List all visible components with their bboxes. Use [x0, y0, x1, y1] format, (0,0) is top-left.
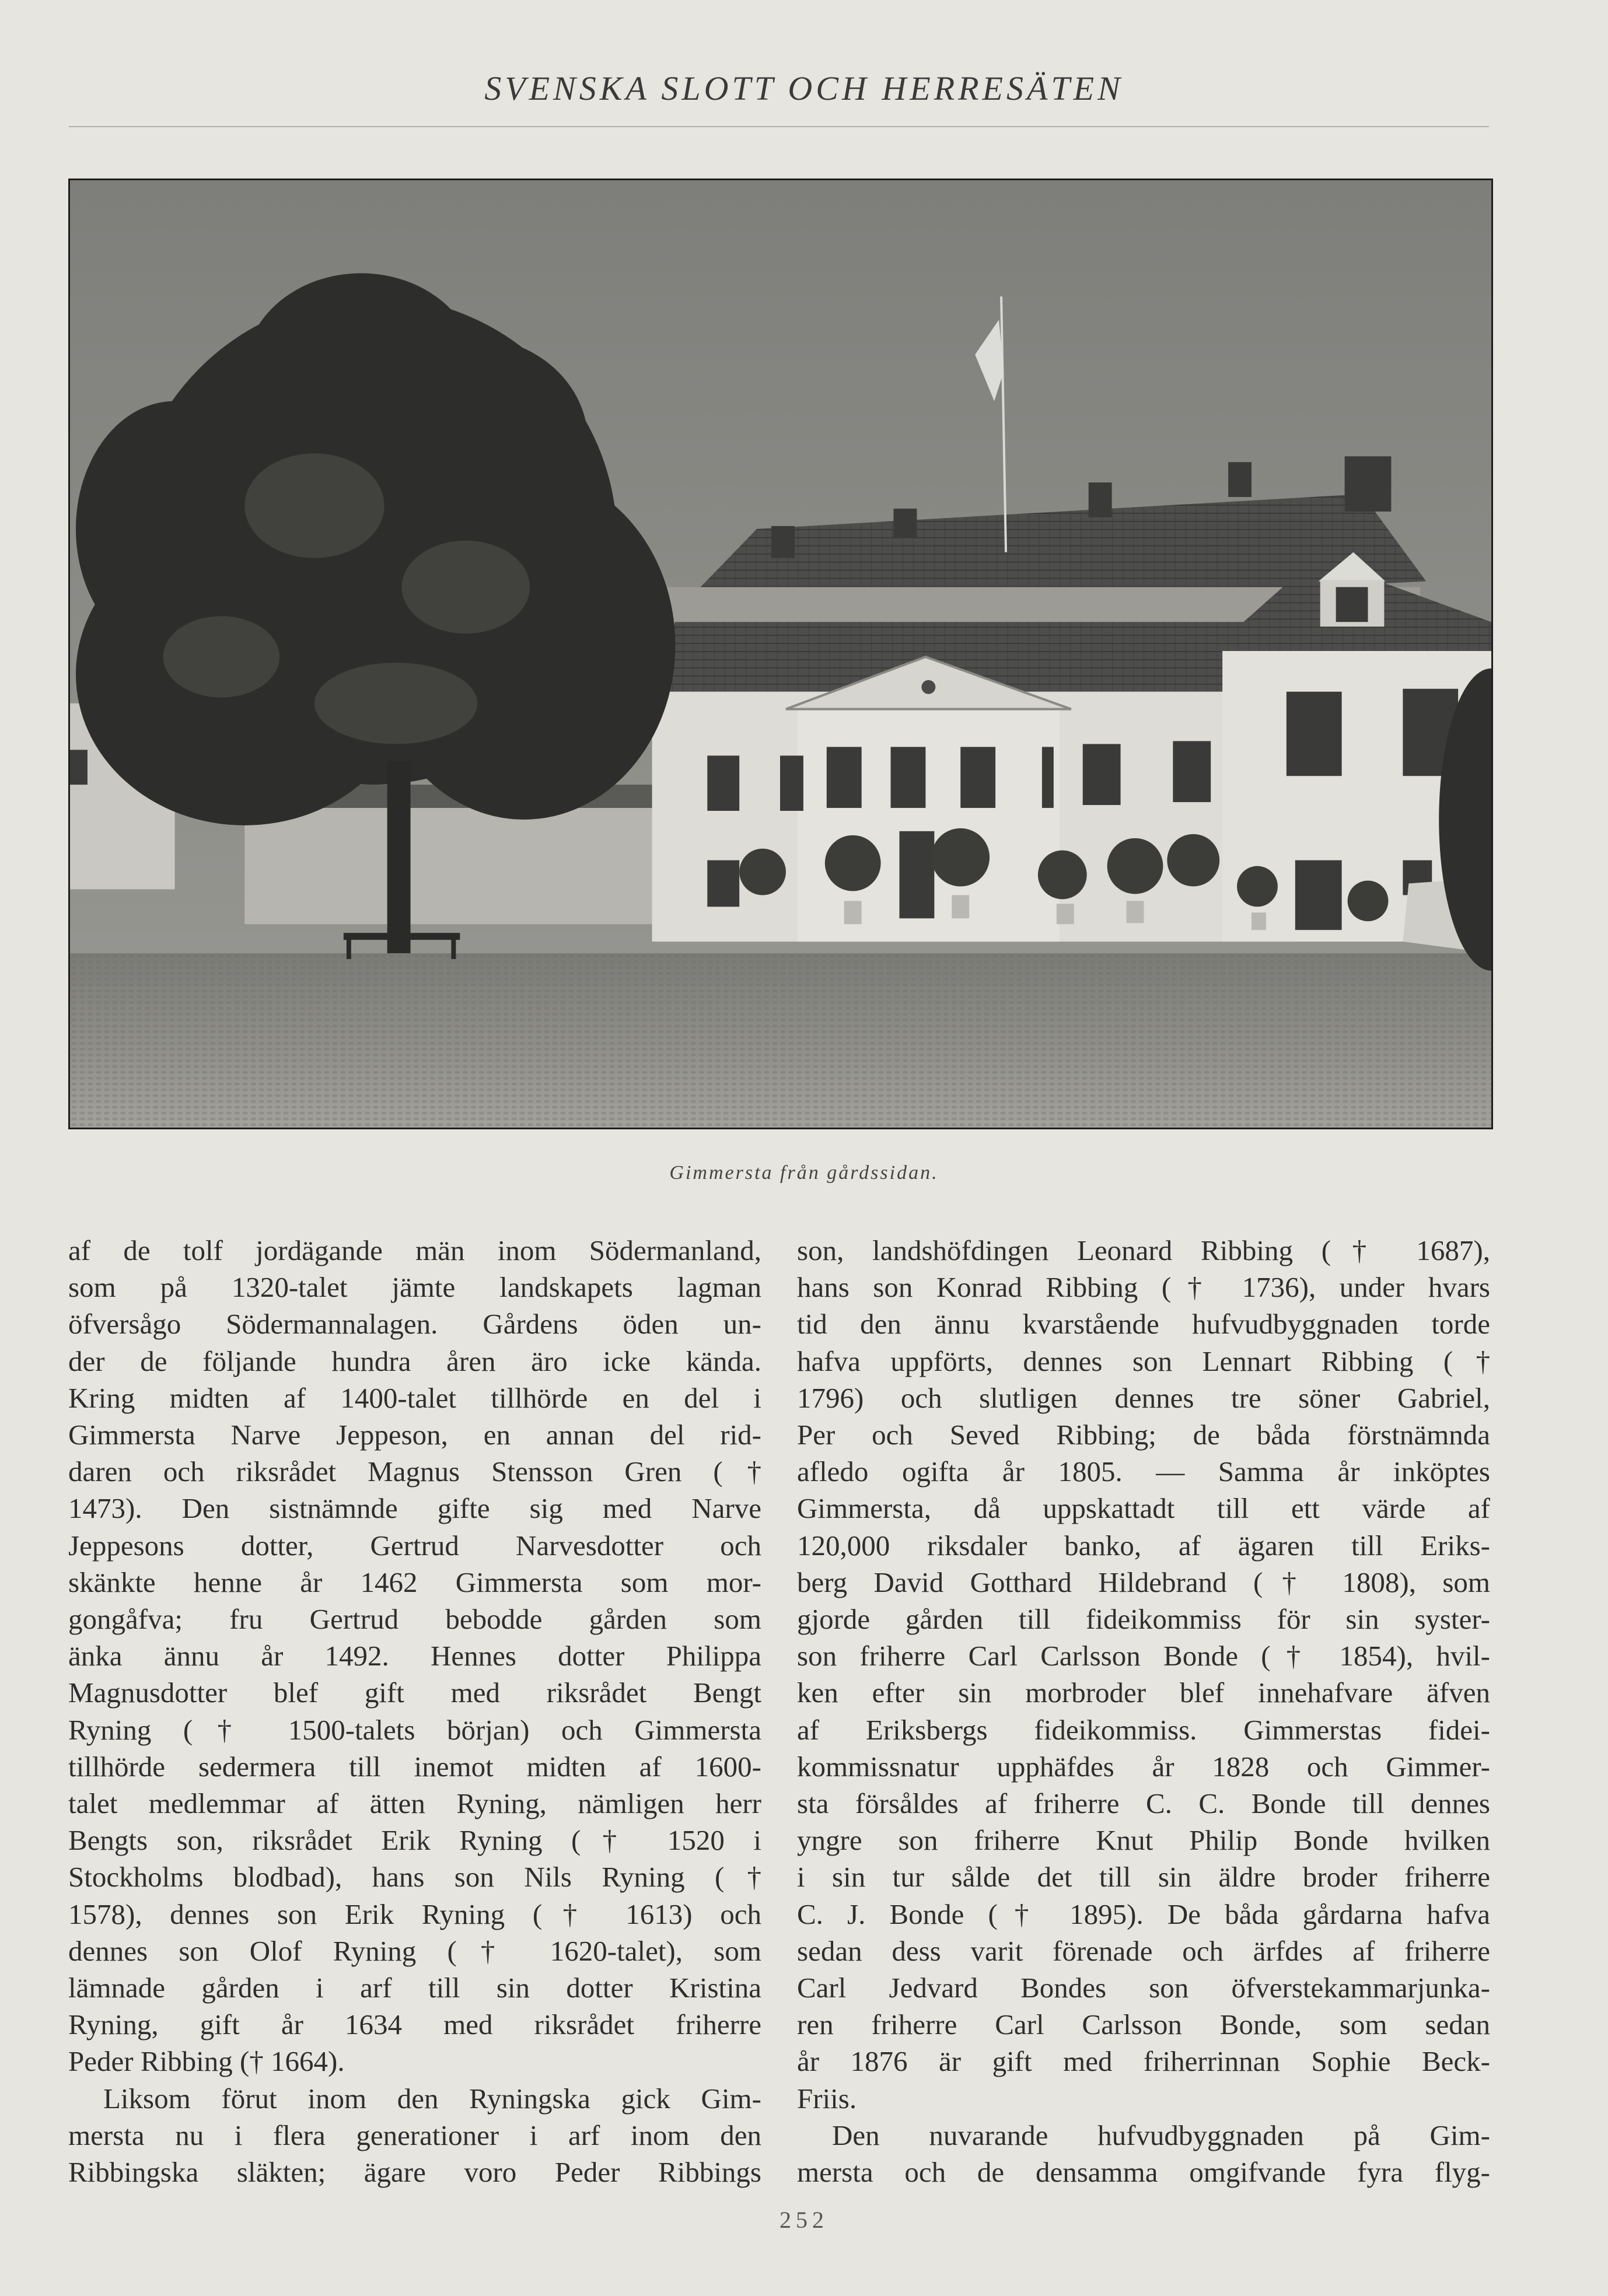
text-line: tid den ännu kvarstående hufvudbyggnaden torde	[797, 1308, 1490, 1340]
text-line: hafva uppförts, dennes son Lennart Ribbing (†	[797, 1345, 1490, 1377]
text-line: Ryning († 1500-talets början) och Gimmersta	[68, 1713, 761, 1746]
running-header: SVENSKA SLOTT OCH HERRESÄTEN	[484, 69, 1124, 107]
text-line: skänkte henne år 1462 Gimmersta som mor-	[68, 1566, 761, 1598]
text-line: Per och Seved Ribbing; de båda förstnämnda	[797, 1419, 1490, 1451]
figure-caption: Gimmersta från gårdssidan.	[669, 1162, 939, 1184]
text-column-left	[68, 1232, 761, 2190]
text-line: Ryning, gift år 1634 med riksrådet friherre	[68, 2008, 761, 2041]
text-line: dennes son Olof Ryning († 1620-talet), som	[68, 1934, 761, 1967]
text-line: af Eriksbergs fideikommiss. Gimmerstas fidei-	[797, 1713, 1490, 1746]
text-line: år 1876 är gift med friherrinnan Sophie Beck-	[797, 2045, 1490, 2078]
text-line: der de följande hundra åren äro icke kända.	[68, 1345, 761, 1377]
text-line: son, landshöfdingen Leonard Ribbing († 1687),	[797, 1234, 1490, 1266]
page-number: 252	[779, 2207, 829, 2233]
text-line: son friherre Carl Carlsson Bonde († 1854), hvil-	[797, 1640, 1490, 1672]
text-line: kommissnatur upphäfdes år 1828 och Gimmer-	[797, 1750, 1490, 1783]
text-line: Peder Ribbing († 1664).	[68, 2045, 345, 2078]
text-line: gongåfva; fru Gertrud bebodde gården som	[68, 1603, 761, 1636]
text-line: 1578), dennes son Erik Ryning († 1613) och	[68, 1898, 761, 1930]
text-line: änka ännu år 1492. Hennes dotter Philippa	[68, 1640, 761, 1672]
text-line: 1796) och slutligen dennes tre söner Gabriel,	[797, 1381, 1490, 1414]
text-line: Ribbingska släkten; ägare voro Peder Ribbings	[68, 2156, 761, 2189]
text-line: hans son Konrad Ribbing († 1736), under hvars	[797, 1271, 1490, 1304]
text-line: Stockholms blodbad), hans son Nils Ryning (†	[68, 1861, 761, 1894]
photograph-gimmersta-manor	[68, 178, 1493, 1129]
text-line: Bengts son, riksrådet Erik Ryning († 1520 i	[68, 1824, 761, 1857]
text-line: talet medlemmar af ätten Ryning, nämligen herr	[68, 1787, 761, 1820]
text-line: 1473). Den sistnämnde gifte sig med Narve	[68, 1492, 761, 1525]
text-line: mersta och de densamma omgifvande fyra flyg-	[797, 2156, 1490, 2189]
text-line: Liksom förut inom den Ryningska gick Gim-	[103, 2082, 761, 2115]
photo-illustration	[70, 180, 1491, 1128]
text-line: som på 1320-talet jämte landskapets lagman	[68, 1271, 761, 1304]
text-line: Gimmersta, då uppskattadt till ett värde af	[797, 1492, 1490, 1525]
text-line: Carl Jedvard Bondes son öfverstekammarjunka-	[797, 1972, 1490, 2004]
text-line: C. J. Bonde († 1895). De båda gårdarna hafva	[797, 1898, 1490, 1930]
text-line: Den nuvarande hufvudbyggnaden på Gim-	[832, 2119, 1490, 2151]
text-line: Kring midten af 1400-talet tillhörde en del i	[68, 1381, 761, 1414]
text-line: ken efter sin morbroder blef innehafvare äfven	[797, 1676, 1490, 1709]
text-line: sedan dess varit förenade och ärfdes af friherre	[797, 1934, 1490, 1967]
text-line: gjorde gården till fideikommiss för sin syster-	[797, 1603, 1490, 1636]
text-column-right	[797, 1232, 1490, 2190]
header-rule	[69, 126, 1489, 127]
text-line: tillhörde sedermera till inemot midten af 1600-	[68, 1750, 761, 1783]
text-line: i sin tur sålde det till sin äldre broder friherre	[797, 1861, 1490, 1894]
text-line: Gimmersta Narve Jeppeson, en annan del rid-	[68, 1419, 761, 1451]
text-line: sta försåldes af friherre C. C. Bonde till dennes	[797, 1787, 1490, 1820]
text-line: berg David Gotthard Hildebrand († 1808), som	[797, 1566, 1490, 1598]
text-line: afledo ogifta år 1805. — Samma år inköptes	[797, 1455, 1490, 1488]
text-line: yngre son friherre Knut Philip Bonde hvilken	[797, 1824, 1490, 1857]
text-line: öfversågo Södermannalagen. Gårdens öden un-	[68, 1308, 761, 1340]
text-line: Jeppesons dotter, Gertrud Narvesdotter och	[68, 1529, 761, 1562]
text-line: ren friherre Carl Carlsson Bonde, som sedan	[797, 2008, 1490, 2041]
text-line: af de tolf jordägande män inom Södermanland,	[68, 1234, 761, 1266]
text-line: 120,000 riksdaler banko, af ägaren till Eriks-	[797, 1529, 1490, 1562]
text-line: lämnade gården i arf till sin dotter Kristina	[68, 1972, 761, 2004]
text-line: Magnusdotter blef gift med riksrådet Bengt	[68, 1676, 761, 1709]
text-line: Friis.	[797, 2082, 857, 2115]
text-line: daren och riksrådet Magnus Stensson Gren (†	[68, 1455, 761, 1488]
text-line: mersta nu i flera generationer i arf inom den	[68, 2119, 761, 2151]
